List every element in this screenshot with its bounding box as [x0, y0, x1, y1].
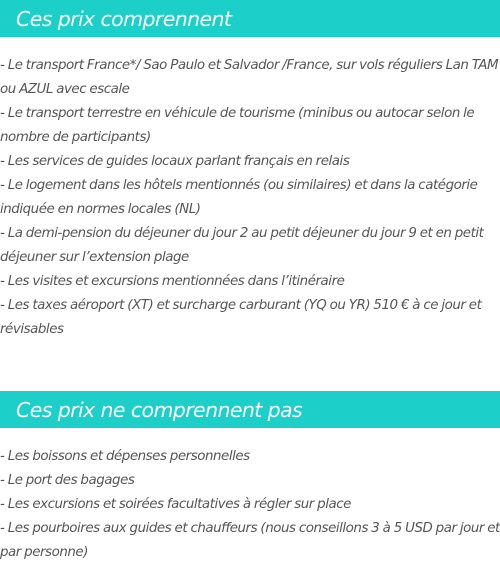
- list-item: - Les pourboires aux guides et chauffeurs (nous conseillons 3 à 5 USD par jour et par personne): [0, 521, 500, 560]
- included-title: Ces prix comprennent: [16, 6, 232, 31]
- included-list: [0, 54, 500, 342]
- excluded-title: Ces prix ne comprennent pas: [16, 397, 303, 422]
- list-item: - Le logement dans les hôtels mentionnés (ou similaires) et dans la catégorie indiquée en normes locales (NL): [0, 178, 478, 217]
- list-item: - Les taxes aéroport (XT) et surcharge carburant (YQ ou YR) 510 € à ce jour et révisables: [0, 298, 482, 337]
- excluded-header: [0, 391, 500, 428]
- excluded-list: [0, 445, 500, 565]
- list-item: - La demi-pension du déjeuner du jour 2 au petit déjeuner du jour 9 et en petit déjeuner sur l’extension plage: [0, 226, 484, 265]
- list-item: - Le transport France*/ Sao Paulo et Salvador /France, sur vols réguliers Lan TAM ou AZUL avec escale: [0, 58, 499, 97]
- list-item: - Le transport terrestre en véhicule de tourisme (minibus ou autocar selon le nombre de participants): [0, 106, 475, 145]
- list-item: - Les visites et excursions mentionnées dans l’itinéraire: [0, 274, 345, 289]
- list-item: - Les boissons et dépenses personnelles: [0, 449, 250, 464]
- list-item: - Les services de guides locaux parlant français en relais: [0, 154, 350, 169]
- included-header: [0, 0, 500, 37]
- list-item: - Les excursions et soirées facultatives à régler sur place: [0, 497, 351, 512]
- excluded-section: [0, 391, 500, 565]
- list-item: - Le port des bagages: [0, 473, 135, 488]
